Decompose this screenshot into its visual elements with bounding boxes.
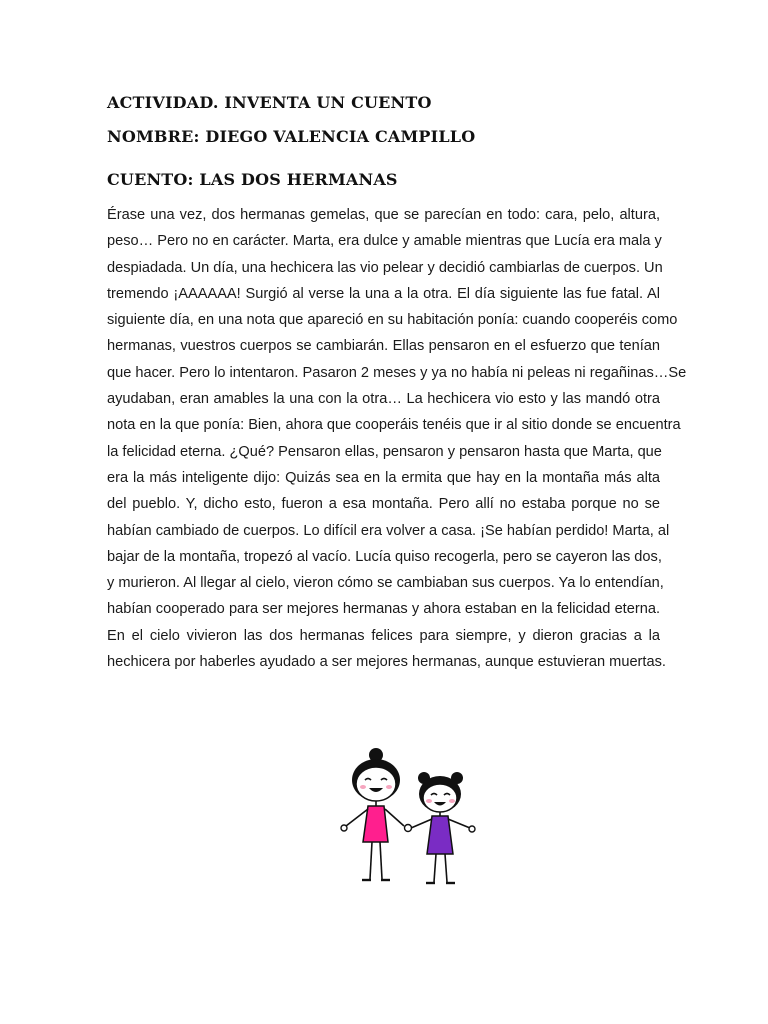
right-sister-leg xyxy=(445,854,447,882)
story-line: era la más inteligente dijo: Quizás sea en la ermita que hay en la montaña más alta xyxy=(107,469,660,486)
story-line: que hacer. Pero lo intentaron. Pasaron 2 meses y ya no había ni peleas ni regañinas…Se xyxy=(107,364,687,381)
holding-hands xyxy=(405,825,412,832)
story-paragraph xyxy=(107,202,687,675)
right-sister-leg xyxy=(434,854,436,882)
story-line: Érase una vez, dos hermanas gemelas, que se parecían en todo: cara, pelo, altura, xyxy=(107,207,660,223)
story-line: En el cielo vivieron las dos hermanas felices para siempre, y dieron gracias a la xyxy=(107,627,660,644)
story-line: la felicidad eterna. ¿Qué? Pensaron ellas, pensaron y pensaron hasta que Marta, que xyxy=(107,443,662,460)
left-sister-arm xyxy=(346,809,368,826)
left-sister-figure xyxy=(341,748,404,880)
story-line: ayudaban, eran amables la una con la otra… La hechicera vio esto y las mandó otra xyxy=(107,391,660,408)
left-sister-dress xyxy=(363,806,388,842)
right-sister-dress xyxy=(427,816,453,854)
story-line: siguiente día, en una nota que apareció en su habitación ponía: cuando cooperéis como xyxy=(107,312,678,329)
story-line: habían cambiado de cuerpos. Lo difícil era volver a casa. ¡Se habían perdido! Marta, al xyxy=(107,522,670,539)
right-sister-arm xyxy=(448,819,470,828)
two-sisters-illustration xyxy=(332,742,487,890)
story-line: nota en la que ponía: Bien, ahora que cooperáis tenéis que ir al sitio donde se encuentra xyxy=(107,417,681,434)
right-sister-arm xyxy=(411,819,432,828)
story-line: peso… Pero no en carácter. Marta, era dulce y amable mientras que Lucía era mala y xyxy=(107,233,662,250)
right-sister-face xyxy=(423,784,457,812)
story-line: tremendo ¡AAAAAA! Surgió al verse la una a la otra. El día siguiente las fue fatal. Al xyxy=(107,285,660,302)
left-sister-cheek xyxy=(360,785,366,789)
story-line: del pueblo. Y, dicho esto, fueron a esa montaña. Pero allí no estaba porque no se xyxy=(107,496,660,513)
left-sister-leg xyxy=(380,842,382,879)
story-title-heading: CUENTO: LAS DOS HERMANAS xyxy=(107,170,398,189)
story-line: hermanas, vuestros cuerpos se cambiarán. Ellas pensaron en el esfuerzo que tenían xyxy=(107,338,660,355)
left-sister-face xyxy=(356,767,396,801)
left-sister-cheek xyxy=(386,785,392,789)
story-line: habían cooperado para ser mejores hermanas y ahora estaban en la felicidad eterna. xyxy=(107,601,660,618)
right-sister-cheek xyxy=(426,799,432,803)
right-sister-cheek xyxy=(449,799,455,803)
story-line: despiadada. Un día, una hechicera las vio pelear y decidió cambiarlas de cuerpos. Un xyxy=(107,259,663,276)
story-line: bajar de la montaña, tropezó al vacío. Lucía quiso recogerla, pero se cayeron las dos, xyxy=(107,548,662,565)
story-line: y murieron. Al llegar al cielo, vieron cómo se cambiaban sus cuerpos. Ya lo entendían, xyxy=(107,575,664,592)
left-sister-arm xyxy=(385,809,404,826)
right-sister-figure xyxy=(411,772,475,883)
left-sister-leg xyxy=(370,842,372,879)
name-heading: NOMBRE: DIEGO VALENCIA CAMPILLO xyxy=(107,127,476,146)
activity-heading: ACTIVIDAD. INVENTA UN CUENTO xyxy=(107,93,432,112)
story-line: hechicera por haberles ayudado a ser mejores hermanas, aunque estuvieran muertas. xyxy=(107,654,666,671)
